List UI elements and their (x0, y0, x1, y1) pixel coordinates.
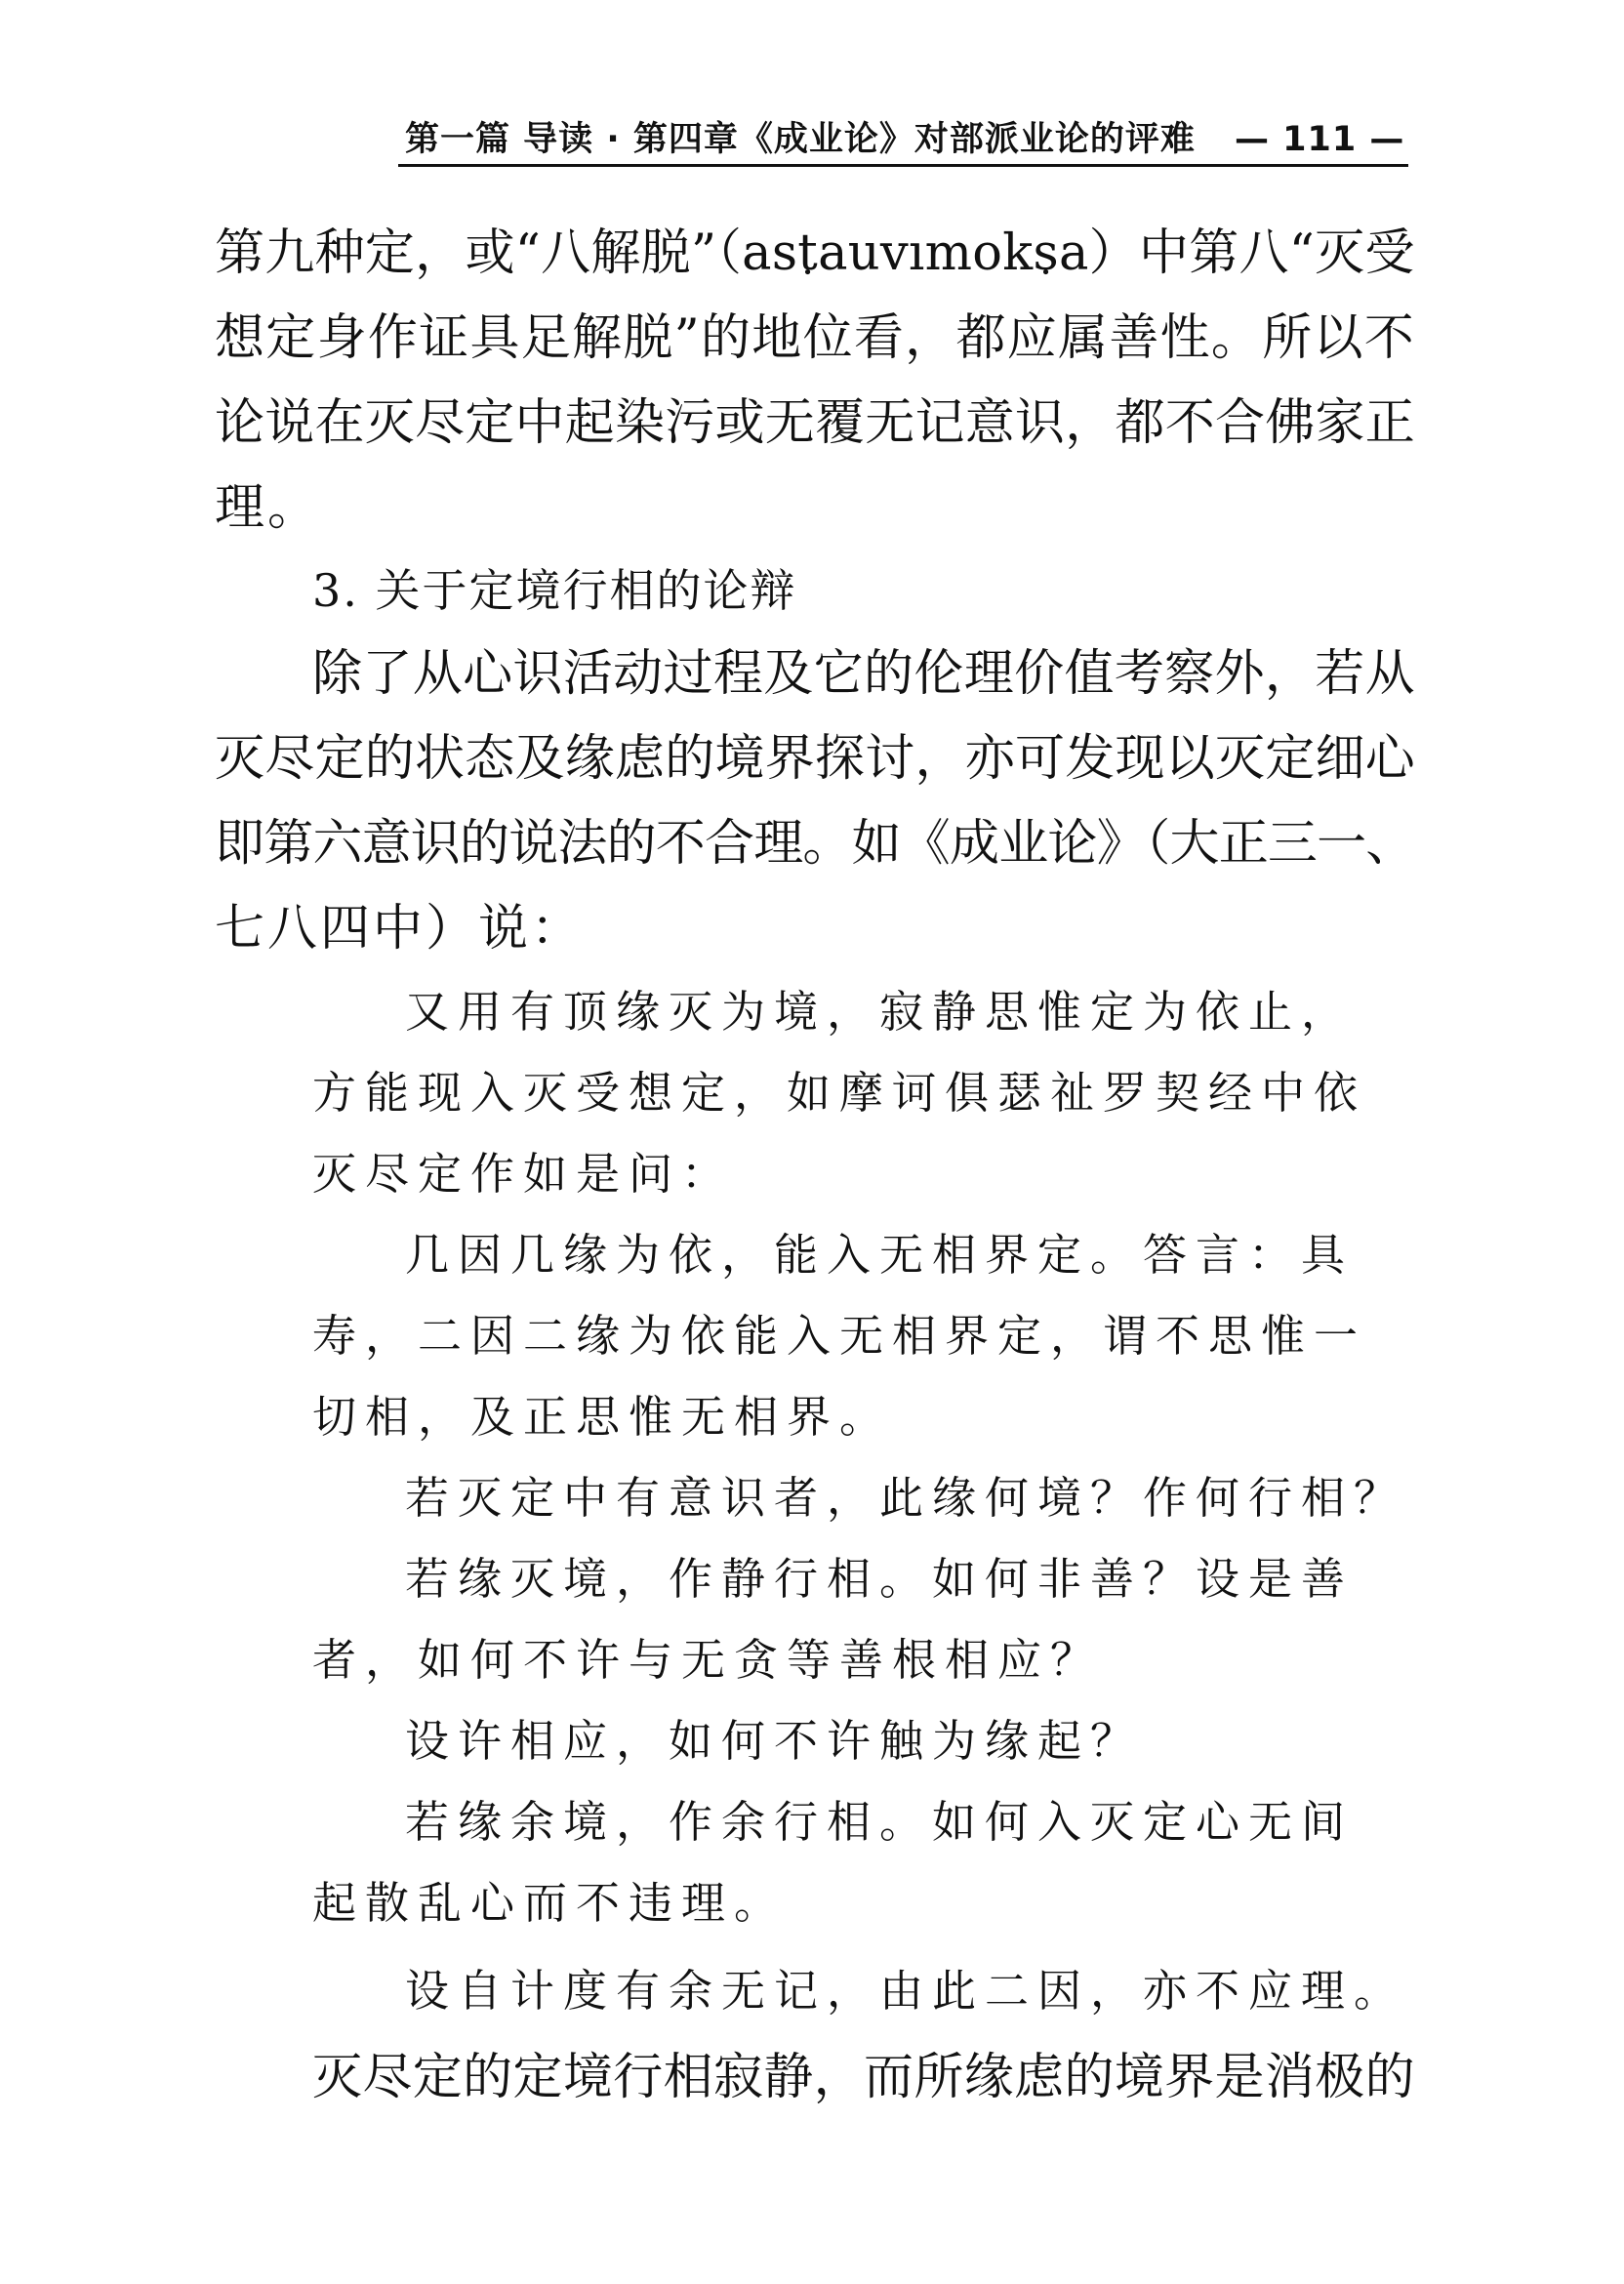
quote-line: 起散乱心而不违理。 (312, 1877, 788, 1929)
para2-line3: 即第六意识的说法的不合理。如《成业论》（大正三一、 (215, 815, 1415, 873)
quote-line: 设许相应，如何不许触为缘起？ (405, 1715, 1144, 1767)
quote-line: 切相，及正思惟无相界。 (312, 1391, 893, 1443)
quote-line: 若缘灭境，作静行相。如何非善？设是善 (405, 1553, 1355, 1605)
para2-line2: 灭尽定的状态及缘虑的境界探讨，亦可发现以灭定细心 (215, 730, 1416, 788)
running-header (405, 115, 1408, 164)
para2-line1: 除了从心识活动过程及它的伦理价值考察外，若从 (312, 645, 1416, 703)
quote-line: 方能现入灭受想定，如摩诃俱瑟祉罗契经中依 (312, 1067, 1367, 1119)
page-number: — 111 — (1235, 120, 1405, 159)
quote-line: 又用有顶缘灭为境，寂静思惟定为依止， (405, 986, 1355, 1038)
quote-line: 设自计度有余无记，由此二因，亦不应理。 (405, 1965, 1407, 2017)
quote-line: 者，如何不许与无贪等善根相应？ (312, 1634, 1104, 1686)
quote-line: 若灭定中有意识者，此缘何境？作何行相？ (405, 1472, 1407, 1524)
quote-line: 灭尽定作如是问： (312, 1148, 735, 1200)
dotted-letter: s • (1033, 220, 1058, 288)
para1-line1: 第九种定，或“八解脱”（ast •auvımoks •a）中第八“灭受 (215, 220, 1415, 288)
para1-line4: 理。 (215, 479, 321, 537)
quote-line: 寿，二因二缘为依能入无相界定，谓不思惟一 (312, 1310, 1367, 1362)
header-title: 第一篇 导读 · 第四章《成业论》对部派业论的评难 (405, 120, 1196, 159)
dotted-letter: t • (797, 220, 818, 288)
para1-line3: 论说在灭尽定中起染污或无覆无记意识，都不合佛家正 (215, 394, 1416, 452)
para1-line2: 想定身作证具足解脱”的地位看，都应属善性。所以不 (215, 309, 1416, 367)
header-rule (398, 164, 1408, 167)
para3-line1: 灭尽定的定境行相寂静，而所缘虑的境界是消极的 (312, 2049, 1416, 2106)
para2-line4: 七八四中）说： (215, 900, 585, 958)
quote-line: 若缘余境，作余行相。如何入灭定心无间 (405, 1796, 1355, 1848)
section-heading: 3. 关于定境行相的论辩 (312, 564, 797, 617)
quote-line: 几因几缘为依，能入无相界定。答言：具 (405, 1229, 1355, 1281)
